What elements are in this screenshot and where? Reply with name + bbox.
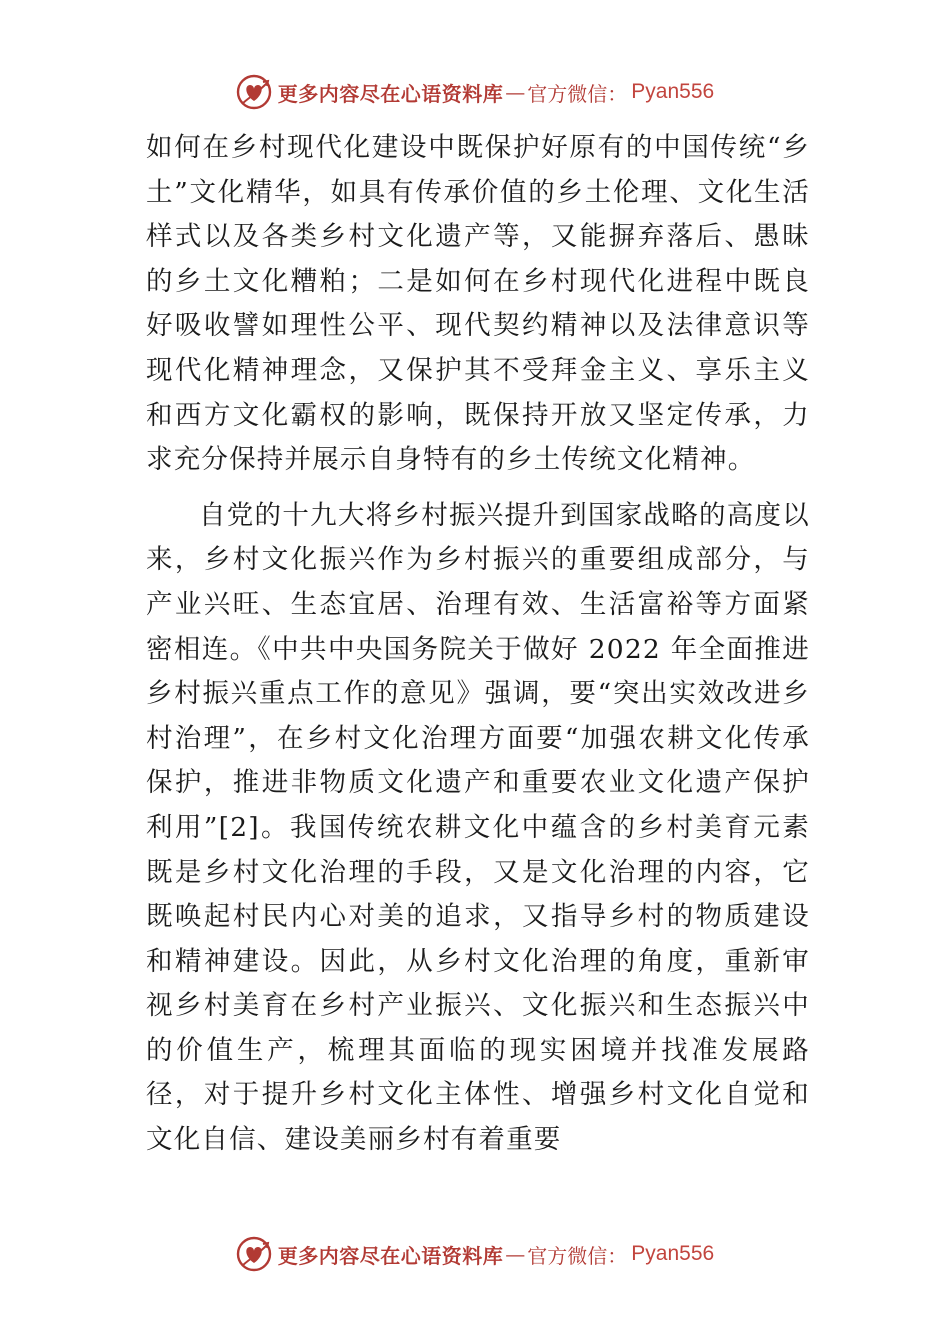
footer-wechat-label: 官方微信： [527,1243,628,1268]
header-separator: — [505,80,526,104]
footer-promo-text: 更多内容尽在心语资料库 [277,1243,504,1268]
footer-banner [0,1232,950,1276]
header-promo-text: 更多内容尽在心语资料库 [277,81,504,106]
paragraph-2: 自党的十九大将乡村振兴提升到国家战略的高度以来，乡村文化振兴作为乡村振兴的重要组成部分，与产业兴旺、生态宜居、治理有效、生活富裕等方面紧密相连。《中共中央国务院关于做好 2022 年全面推进乡村振兴重点工作的意见》强调，要“突出实效改进乡村治理”，在乡村文化治理方面要“加强农耕文化传承保护，推进非物质文化遗产和重要农业文化遗产保护利用”[2]。我国传统农耕文化中蕴含的乡村美育元素既是乡村文化治理的手段，又是文化治理的内容，它既唤起村民内心对美的追求，又指导乡村的物质建设和精神建设。因此，从乡村文化治理的角度，重新审视乡村美育在乡村产业振兴、文化振兴和生态振兴中的价值生产，梳理其面临的现实困境并找准发展路径，对于提升乡村文化主体性、增强乡村文化自觉和文化自信、建设美丽乡村有着重要 [146,499,810,1156]
heart-logo-icon [236,1236,272,1272]
header-wechat-label: 官方微信： [527,81,628,106]
heart-logo-icon [236,74,272,110]
footer-wechat-id: Pyan556 [631,1242,715,1265]
paragraph-1: 如何在乡村现代化建设中既保护好原有的中国传统“乡土”文化精华，如具有传承价值的乡土伦理、文化生活样式以及各类乡村文化遗产等，又能摒弃落后、愚昧的乡土文化糟粕；二是如何在乡村现代化进程中既良好吸收譬如理性公平、现代契约精神以及法律意识等现代化精神理念，又保护其不受拜金主义、享乐主义和西方文化霸权的影响，既保持开放又坚定传承，力求充分保持并展示自身特有的乡土传统文化精神。 [146,132,810,476]
header-banner [0,70,950,114]
header-wechat-id: Pyan556 [631,80,715,103]
footer-separator: — [505,1242,526,1266]
document-body [146,126,810,1163]
